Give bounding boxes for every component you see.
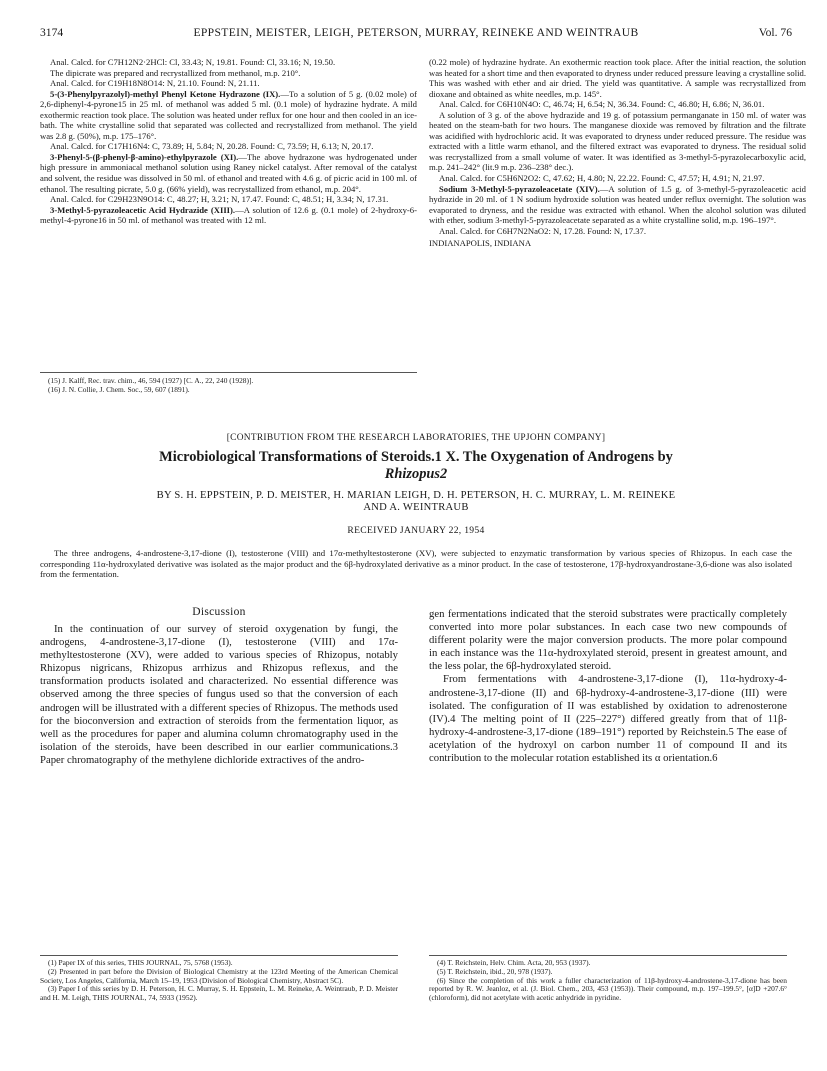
author-list bbox=[40, 490, 792, 515]
analysis-text: Anal. Calcd. for C19H18N8O14: N, 21.10. Found: N, 21.11. bbox=[50, 78, 260, 89]
footnote-rule bbox=[40, 955, 398, 956]
page-number: 3174 bbox=[40, 26, 64, 39]
title-line-2: Rhizopus2 bbox=[384, 466, 448, 482]
paragraph: In the continuation of our survey of steroid oxygenation by fungi, the androgens, 4-androstene-3,17-dione (I), testosterone (VIII) and 17α-methyltestosterone (XV), were added to various species of Rhizopus, notably Rhizopus nigricans, Rhizopus arrhizus and Rhizopus reflexus, and the transformation products isolated and characterized. No essential difference was observed among the three species of fungus used so that the conversion of each androgen will be illustrated with a different species of Rhizopus. The methods used for the bioconversion and extraction of steroids from the fermentation liquor, as well as the procedures for paper and alumina column chromatography used in the isolation of the steroids, have been described in our earlier communications.3 Paper chromatography of the methylene dichloride extractives of the andro- bbox=[40, 623, 398, 766]
abstract-text: The three androgens, 4-androstene-3,17-dione (I), testosterone (VIII) and 17α-methyltestosterone (XV), were subjected to enzymatic transformation by various species of Rhizopus. In each case the corresponding 11α-hydroxylated derivative was isolated as the major product and the 6β-hydroxylated derivative as a minor product. In the case of testosterone, 17β-hydroxyandrostane-3,6-dione was also isolated from the fermentation. bbox=[40, 548, 792, 579]
footnotes-left bbox=[40, 959, 398, 1003]
analysis-text: Anal. Calcd. for C7H12N2·2HCl: Cl, 33.43; N, 19.81. Found: Cl, 33.16; N, 19.50. bbox=[50, 57, 336, 67]
experimental-left-column bbox=[40, 57, 417, 226]
header-authors: EPPSTEIN, MEISTER, LEIGH, PETERSON, MURRAY, REINEKE AND WEINTRAUB bbox=[193, 26, 639, 39]
received-date: RECEIVED JANUARY 22, 1954 bbox=[347, 525, 485, 536]
volume-label: Vol. 76 bbox=[758, 26, 792, 39]
authors-line-2: AND A. WEINTRAUB bbox=[363, 502, 469, 514]
footnote-4: (4) T. Reichstein, Helv. Chim. Acta, 20, 953 (1937). bbox=[437, 958, 591, 967]
compound-heading: 5-(3-Phenylpyrazolyl)-methyl Phenyl Ketone Hydrazone (IX). bbox=[50, 88, 281, 99]
abstract bbox=[40, 548, 792, 580]
analysis-text: Anal. Calcd. for C17H16N4: C, 73.89; H, 5.84; N, 20.28. Found: C, 73.59; H, 6.13; N, 20.17. bbox=[50, 141, 374, 152]
discussion-right-column bbox=[429, 608, 787, 765]
paragraph: (0.22 mole) of hydrazine hydrate. An exothermic reaction took place. After the initial reaction, the solution was heated for a short time and then evaporated to dryness under reduced pressure leaving a crystalline solid. This was washed with ether and air dried. The yield was quantitative. A sample was recrystallized from dioxane and obtained as white needles, m.p. 145°. bbox=[429, 57, 806, 99]
footnote-16: (16) J. N. Collie, J. Chem. Soc., 59, 607 (1891). bbox=[48, 385, 190, 394]
footnote-1: (1) Paper IX of this series, THIS JOURNAL, 75, 5768 (1953). bbox=[48, 958, 233, 967]
footnote-rule bbox=[40, 372, 417, 373]
article-title bbox=[40, 449, 792, 483]
paragraph: The dipicrate was prepared and recrystallized from methanol, m.p. 210°. bbox=[50, 67, 301, 78]
analysis-text: Anal. Calcd. for C5H6N2O2: C, 47.62; H, 4.80; N, 22.22. Found: C, 47.57; H, 4.91; N, 21.97. bbox=[439, 173, 765, 184]
analysis-text: Anal. Calcd. for C6H10N4O: C, 46.74; H, 6.54; N, 36.34. Found: C, 46.80; H, 6.86; N, 36.01. bbox=[439, 99, 765, 110]
compound-heading: Sodium 3-Methyl-5-pyrazoleacetate (XIV). bbox=[439, 183, 600, 194]
footnote-5: (5) T. Reichstein, ibid., 20, 978 (1937). bbox=[437, 966, 553, 976]
running-header bbox=[40, 26, 792, 42]
analysis-text: Anal. Calcd. for C6H7N2NaO2: N, 17.28. Found: N, 17.37. bbox=[439, 225, 646, 236]
paragraph: 5-(3-Phenylpyrazolyl)-methyl Phenyl Ketone Hydrazone (IX).—To a solution of 5 g. (0.02 mole) of 2,6-diphenyl-4-pyrone15 in 25 ml. of methanol was added 5 ml. (0.1 mole) of hydrazine hydrate. A mild exothermic reaction took place. The solution was heated under reflux for one hour and then cooled in an ice-bath. The white crystalline solid that separated was collected and recrystallized from methanol. The yield was 2.8 g. (50%), m.p. 175–176°. bbox=[40, 88, 417, 141]
compound-heading: 3-Methyl-5-pyrazoleacetic Acid Hydrazide (XIII). bbox=[50, 204, 236, 215]
paragraph: 3-Phenyl-5-(β-phenyl-β-amino)-ethylpyrazole (XI).—The above hydrazone was hydrogenated under high pressure in ammoniacal methanol solution using Raney nickel catalyst. After removal of the catalyst and solvent, the residue was dissolved in 50 ml. of ethanol and treated with 4.6 g. of picric acid in 100 ml. of ethanol. The resulting picrate, 5.0 g. (66% yield), was recrystallized from ethanol, m.p. 204°. bbox=[40, 151, 417, 194]
authors-line-1: BY S. H. EPPSTEIN, P. D. MEISTER, H. MARIAN LEIGH, D. H. PETERSON, H. C. MURRAY, L. M. REINEKE bbox=[156, 490, 676, 501]
contribution-line: [CONTRIBUTION FROM THE RESEARCH LABORATORIES, THE UPJOHN COMPANY] bbox=[226, 433, 606, 443]
footnote-rule bbox=[429, 955, 787, 956]
compound-heading: 3-Phenyl-5-(β-phenyl-β-amino)-ethylpyrazole (XI). bbox=[50, 151, 239, 162]
footnote-3: (3) Paper I of this series by D. H. Peterson, H. C. Murray, S. H. Eppstein, L. M. Reineke, A. Weintraub, P. D. Meister and H. M. Leigh, THIS JOURNAL, 74, 5933 (1952). bbox=[40, 984, 398, 1002]
discussion-left-column bbox=[40, 623, 398, 767]
footnotes-top-left bbox=[48, 376, 417, 394]
place-line: INDIANAPOLIS, INDIANA bbox=[429, 238, 532, 249]
footnote-6: (6) Since the completion of this work a fuller characterization of 11β-hydroxy-4-androstene-3,17-dione has been reported by R. W. Jeanloz, et al. (J. Biol. Chem., 203, 453 (1953)). Their compound, m.p. 197–199.5°, [α]D +207.6° (chloroform), did not acetylate with acetic anhydride in pyridine. bbox=[429, 975, 787, 1002]
paragraph: A solution of 3 g. of the above hydrazide and 19 g. of potassium permanganate in 150 ml. of water was heated on the steam-bath for two hours. The manganese dioxide was removed by filtration and the filtrate was acidified with hydrochloric acid. It was evaporated to dryness under reduced pressure. The residue was extracted with a little warm ethanol, and the filtered extract was evaporated to dryness. The residual solid was recrystallized from a small volume of water. It was identified as 3-methyl-5-pyrazolecarboxylic acid, m.p. 241–242° (lit.9 m.p. 236–238° dec.). bbox=[429, 109, 806, 173]
analysis-text: Anal. Calcd. for C29H23N9O14: C, 48.27; H, 3.21; N, 17.47. Found: C, 48.51; H, 3.34; N, 17.31. bbox=[50, 194, 389, 205]
paragraph: gen fermentations indicated that the steroid substrates were practically completely converted into more polar substances. In each case two new compounds of different polarity were the major conversion products. The more polar compound in each instance was the 11α-hydroxylated steroid, present in greatest amount, and the less polar, the 6β-hydroxylated steroid. bbox=[429, 608, 787, 673]
footnote-15: (15) J. Kalff, Rec. trav. chim., 46, 594 (1927) [C. A., 22, 240 (1928)]. bbox=[48, 376, 254, 385]
footnote-2: (2) Presented in part before the Division of Biological Chemistry at the 123rd Meeting of the American Chemical Society, Los Angeles, California, March 15–19, 1953 (Division of Biological Chemistry, Abstract 5C). bbox=[40, 966, 398, 985]
footnotes-right bbox=[429, 959, 787, 1003]
experimental-right-column bbox=[429, 57, 806, 249]
discussion-heading: Discussion bbox=[192, 606, 246, 618]
title-line-1: Microbiological Transformations of Steroids.1 X. The Oxygenation of Androgens by bbox=[159, 449, 673, 465]
paragraph: From fermentations with 4-androstene-3,17-dione (I), 11α-hydroxy-4-androstene-3,17-dione (II) and 6β-hydroxy-4-androstene-3,17-dione (III) were isolated. The configuration of II was established by oxidation to adrenosterone (IV).4 The melting point of II (225–227°) differed greatly from that of 11β-hydroxy-4-androstene-3,17-dione (189–191°) reported by Reichstein.5 The ease of acetylation of the hydroxyl on carbon number 11 of compound II and its contribution to the molecular rotation established its α orientation.6 bbox=[429, 673, 787, 765]
paragraph: 3-Methyl-5-pyrazoleacetic Acid Hydrazide (XIII).—A solution of 12.6 g. (0.1 mole) of 2-hydroxy-6-methyl-4-pyrone16 in 50 ml. of methanol was treated with 12 ml. bbox=[40, 204, 417, 226]
paragraph: Sodium 3-Methyl-5-pyrazoleacetate (XIV).—A solution of 1.5 g. of 3-methyl-5-pyrazoleacetic acid hydrazide in 20 ml. of 1 N sodium hydroxide solution was heated under reflux overnight. The solution was evaporated to dryness, and the residue was extracted with ethanol. When the alcohol solution was diluted with ether, sodium 3-methyl-5-pyrazoleacetate separated as a white crystalline solid, m.p. 196–197°. bbox=[429, 183, 806, 226]
